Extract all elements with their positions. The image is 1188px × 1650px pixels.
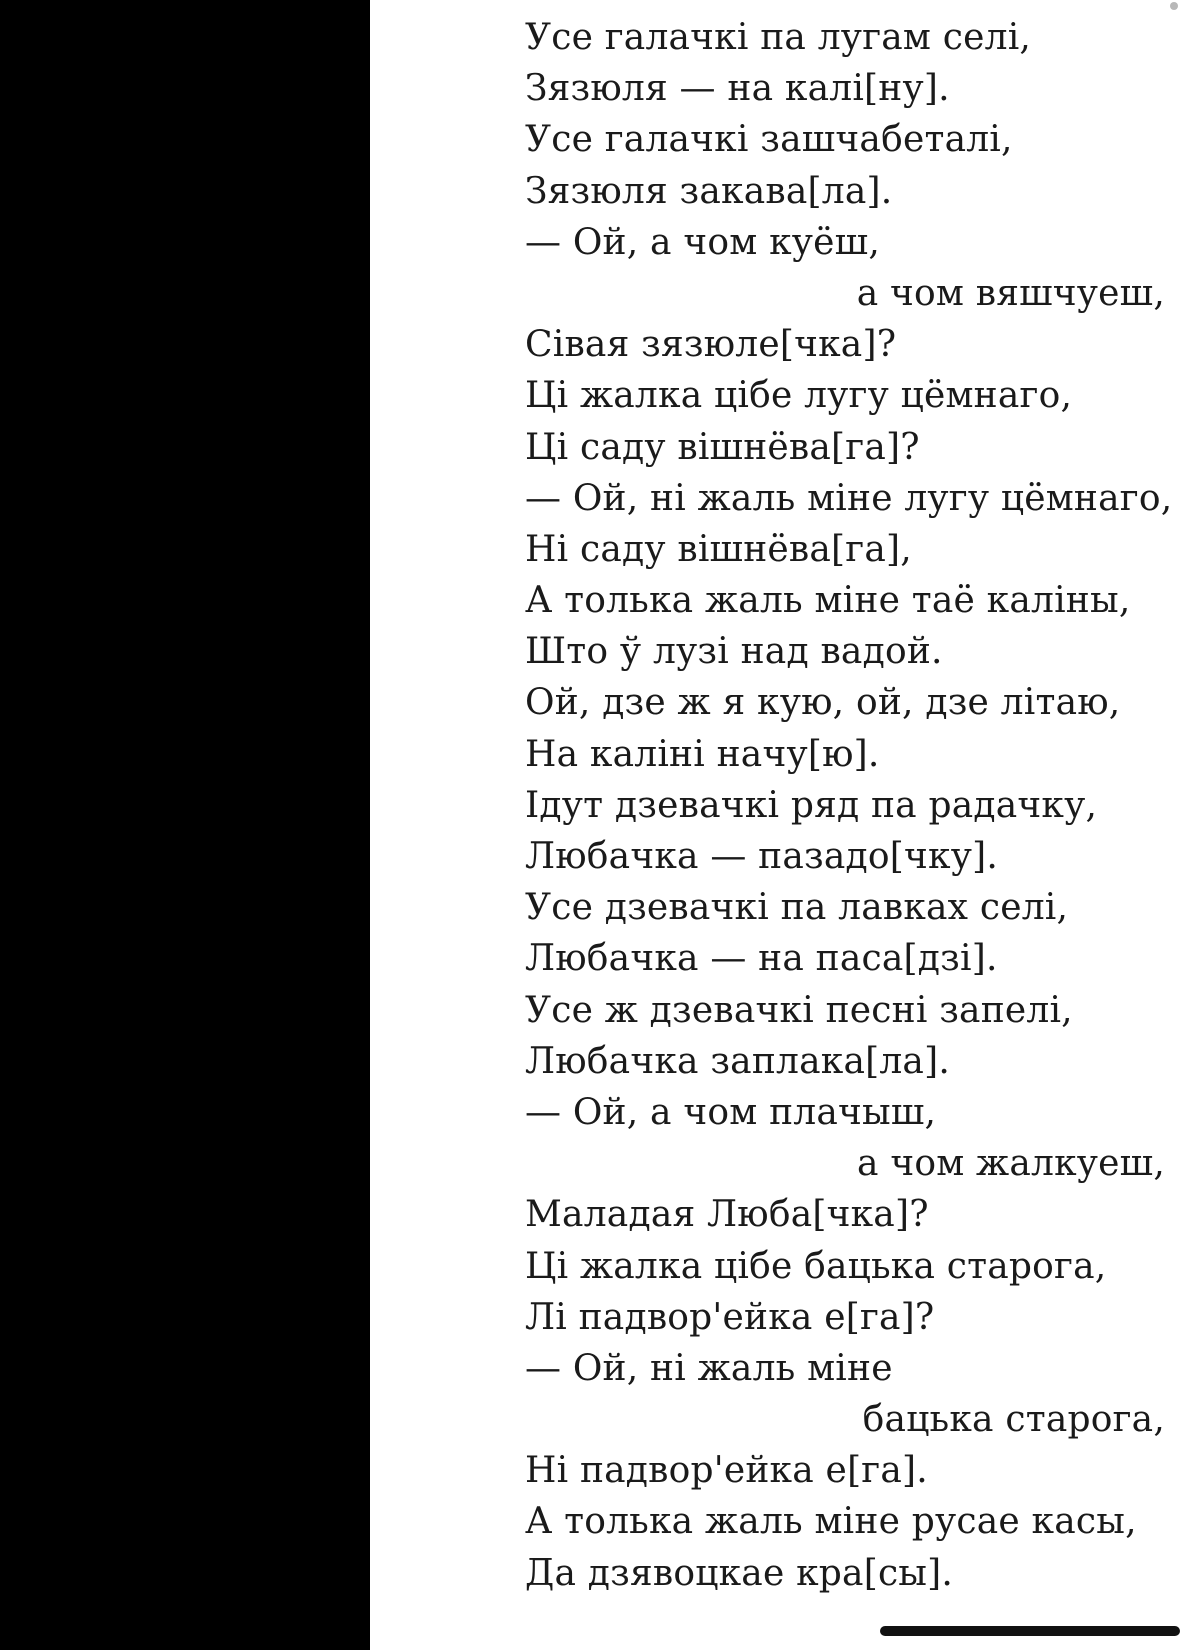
poem-line: На каліні начу[ю].: [525, 733, 880, 775]
poem-line: А толька жаль міне русае касы,: [525, 1501, 1137, 1543]
poem-line: Ой, дзе ж я кую, ой, дзе літаю,: [525, 682, 1121, 724]
poem-line: Любачка заплака[ла].: [525, 1040, 950, 1082]
document-page: [370, 0, 1188, 1650]
poem-line: Лі падвор'ейка е[га]?: [525, 1296, 935, 1338]
poem-line: Любачка — на паса[дзі].: [525, 938, 998, 980]
poem-line: — Ой, ні жаль міне лугу цёмнаго,: [525, 477, 1173, 519]
poem-line: Да дзявоцкае кра[сы].: [525, 1552, 954, 1594]
poem-line: Сівая зязюле[чка]?: [525, 324, 897, 366]
poem-line: Усе галачкі зашчабеталі,: [525, 119, 1013, 161]
corner-dot: [1170, 2, 1178, 10]
poem-line: Зязюля закава[ла].: [525, 170, 893, 212]
poem-line: Ні падвор'ейка е[га].: [525, 1450, 928, 1492]
poem-line: — Ой, а чом куёш,: [525, 221, 880, 263]
poem-line: Ні саду вішнёва[га],: [525, 528, 912, 570]
poem-line: бацька старога,: [862, 1399, 1165, 1441]
poem-line: а чом вяшчуеш,: [856, 272, 1165, 314]
poem-text: [525, 12, 1173, 1599]
poem-line: А толька жаль міне таё каліны,: [525, 580, 1131, 622]
scroll-indicator[interactable]: [880, 1626, 1180, 1636]
poem-line: Усе дзевачкі па лавках селі,: [525, 887, 1069, 929]
poem-line: — Ой, а чом плачыш,: [525, 1091, 937, 1133]
poem-line: а чом жалкуеш,: [857, 1143, 1165, 1185]
poem-line: Ці саду вішнёва[га]?: [525, 426, 920, 468]
poem-line: Любачка — пазадо[чку].: [525, 836, 998, 877]
poem-line: Ці жалка цібе бацька старога,: [525, 1245, 1107, 1287]
poem-line: Усе галачкі па лугам селі,: [525, 17, 1032, 58]
poem-line: Усе ж дзевачкі песні запелі,: [525, 989, 1073, 1031]
poem-line: — Ой, ні жаль міне: [525, 1347, 893, 1389]
poem-line: Ідут дзевачкі ряд па радачку,: [525, 784, 1098, 826]
black-side-panel: [0, 0, 370, 1650]
poem-line: Маладая Люба[чка]?: [525, 1194, 929, 1236]
poem-line: Што ў лузі над вадой.: [525, 631, 943, 673]
poem-line: Зязюля — на калі[ну].: [525, 68, 950, 110]
poem-line: Ці жалка цібе лугу цёмнаго,: [525, 375, 1073, 417]
